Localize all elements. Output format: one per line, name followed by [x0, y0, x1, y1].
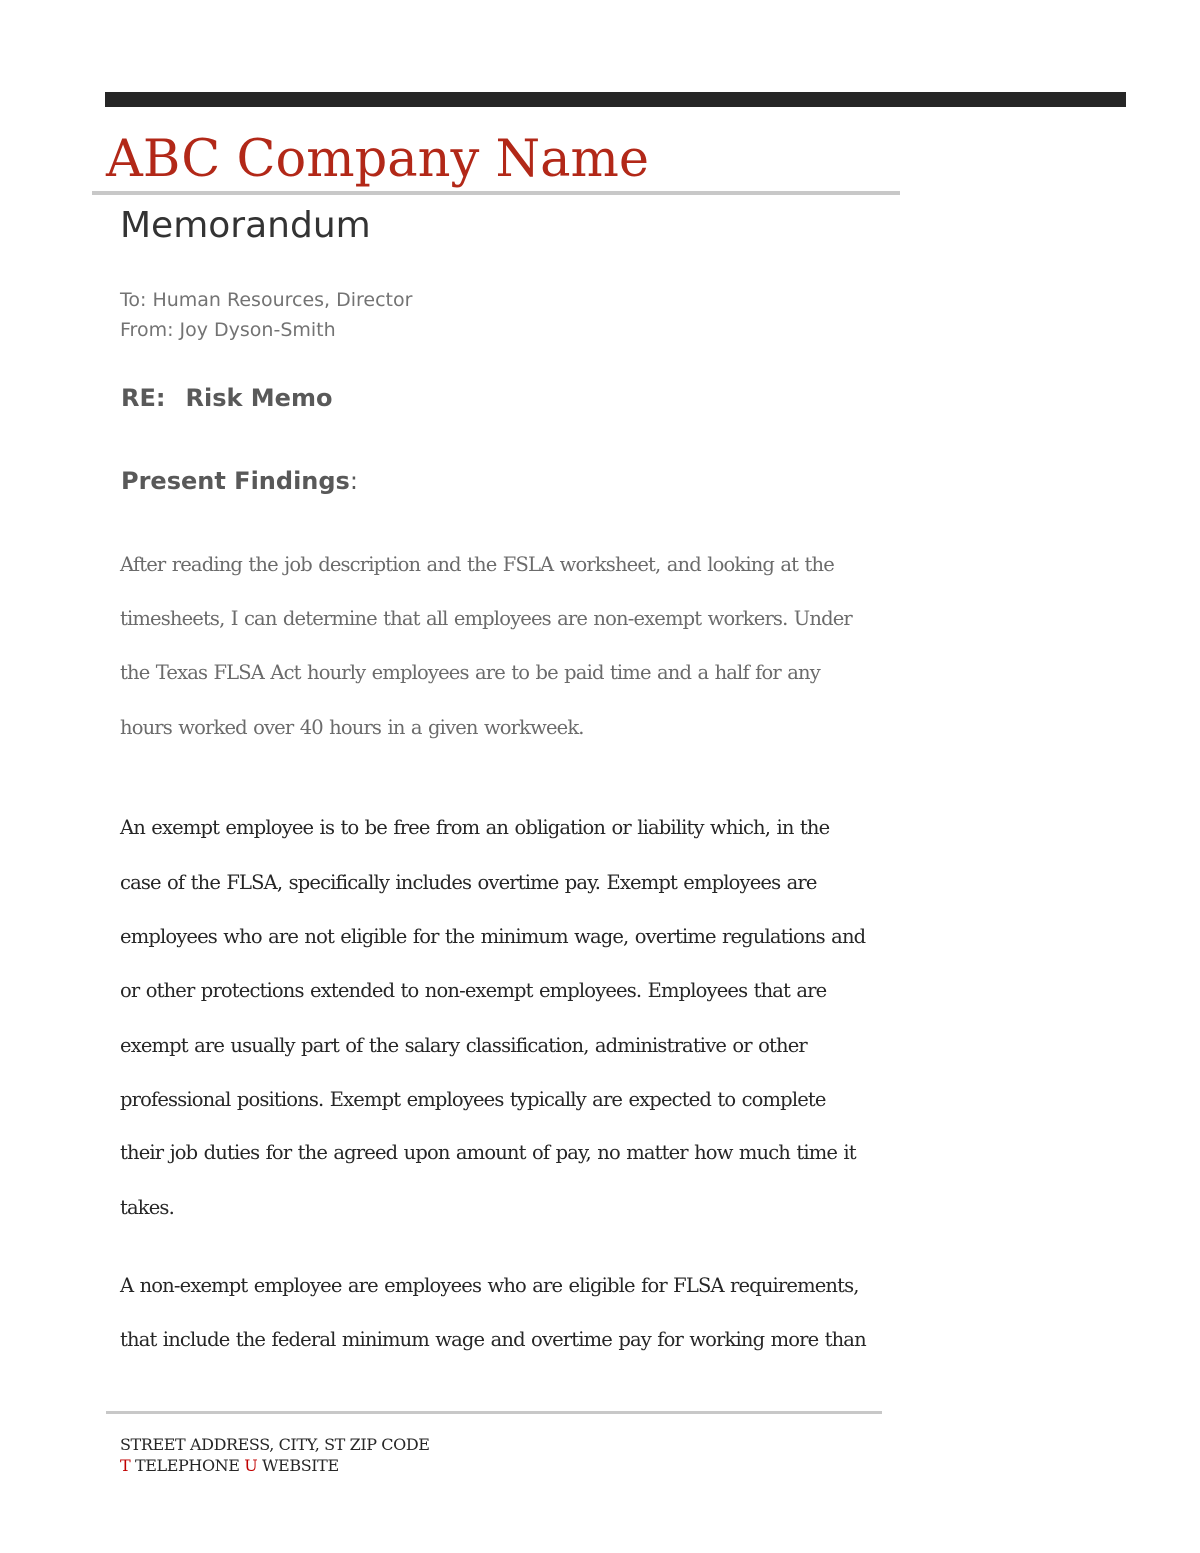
website-abbr: U [244, 1456, 258, 1475]
header-bar [105, 92, 1126, 107]
paragraph-2-line: professional positions. Exempt employees typically are expected to complete [120, 1088, 826, 1111]
subject-text: Risk Memo [185, 384, 333, 412]
footer-website: WEBSITE [262, 1456, 339, 1475]
paragraph-2-line: An exempt employee is to be free from an obligation or liability which, in the [120, 816, 830, 839]
paragraph-1-line: After reading the job description and the FSLA worksheet, and looking at the [120, 553, 834, 576]
footer-divider [106, 1411, 882, 1414]
telephone-abbr: T [120, 1456, 131, 1475]
footer-telephone: TELEPHONE [134, 1456, 240, 1475]
findings-heading-text: Present Findings [121, 467, 350, 495]
footer-address: STREET ADDRESS, CITY, ST ZIP CODE [120, 1435, 430, 1454]
footer-contact [120, 1456, 339, 1476]
paragraph-2-line: their job duties for the agreed upon amount of pay, no matter how much time it [120, 1141, 856, 1164]
memo-title: Memorandum [120, 205, 371, 246]
paragraph-3-line: A non-exempt employee are employees who are eligible for FLSA requirements, [120, 1274, 859, 1297]
paragraph-3-line: that include the federal minimum wage and overtime pay for working more than [120, 1328, 866, 1351]
to-line: To: Human Resources, Director [120, 289, 413, 311]
subject-line [121, 382, 332, 414]
paragraph-2-line: case of the FLSA, specifically includes overtime pay. Exempt employees are [120, 871, 817, 894]
paragraph-1-line: the Texas FLSA Act hourly employees are to be paid time and a half for any [120, 661, 820, 684]
findings-heading-colon: : [349, 467, 358, 495]
paragraph-1-line: timesheets, I can determine that all employees are non-exempt workers. Under [120, 607, 852, 630]
from-line: From: Joy Dyson-Smith [120, 319, 336, 341]
paragraph-2-line: takes. [120, 1196, 174, 1219]
paragraph-2-line: employees who are not eligible for the minimum wage, overtime regulations and [120, 925, 866, 948]
company-name: ABC Company Name [106, 130, 650, 189]
title-divider [92, 191, 900, 195]
paragraph-2-line: exempt are usually part of the salary classification, administrative or other [120, 1034, 807, 1057]
subject-label: RE: [121, 384, 166, 412]
findings-heading [121, 465, 358, 497]
paragraph-1-line: hours worked over 40 hours in a given workweek. [120, 716, 584, 739]
paragraph-2-line: or other protections extended to non-exempt employees. Employees that are [120, 979, 827, 1002]
